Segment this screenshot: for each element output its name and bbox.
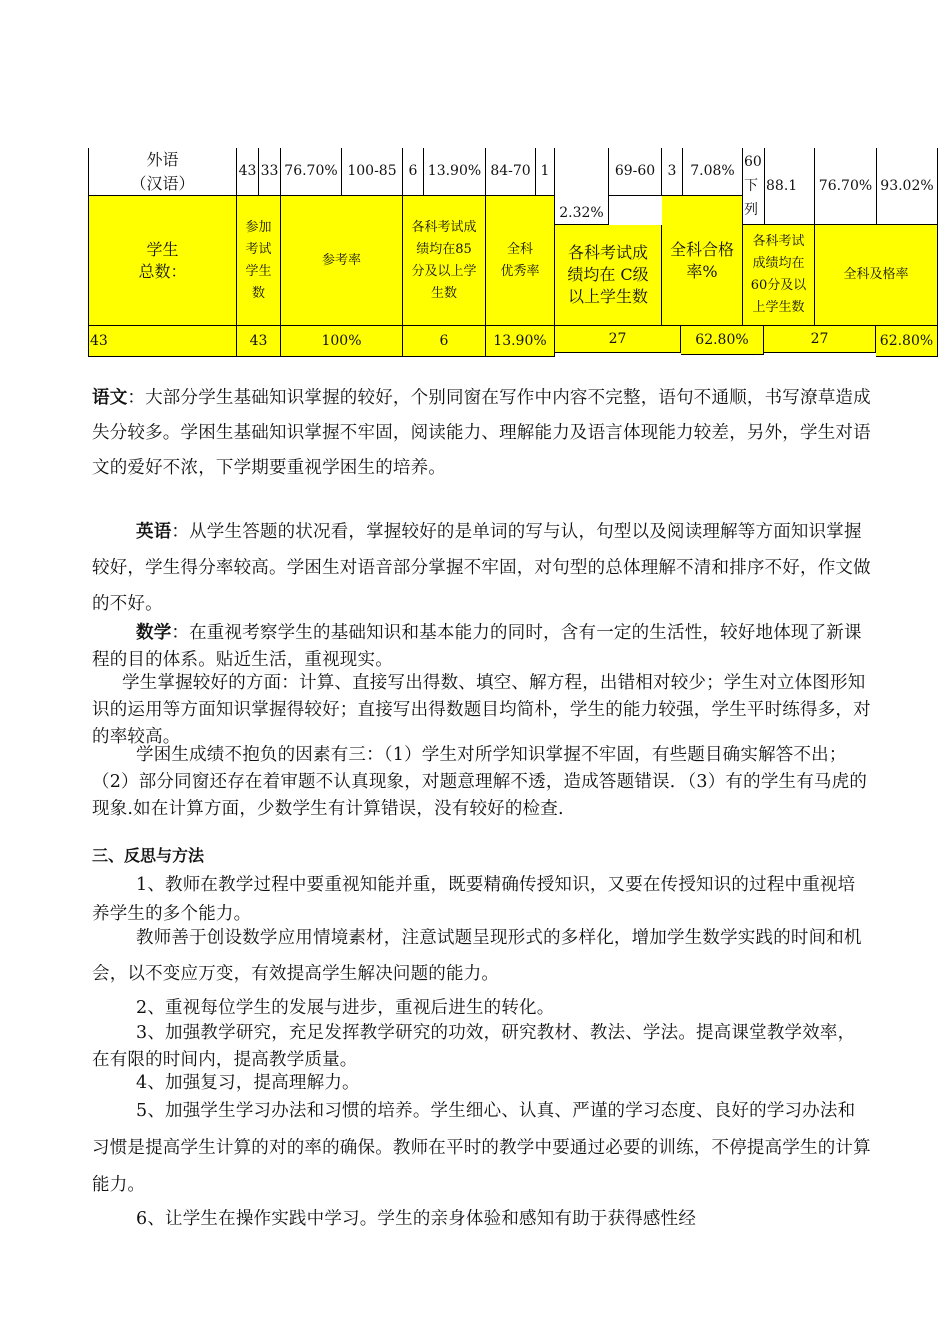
header-85-line-3: 分及以上学 [411,263,477,279]
paragraph-chinese [92,381,872,486]
below-60-line-2: 下 [744,178,758,194]
header-attended-line-4: 数 [251,285,265,301]
section-item-3: 3、加强教学研究，充足发挥教学研究的功效，研究教材、教法、学法。提高课堂教学效率，在有限的时间内，提高教学质量。 [92,1023,856,1070]
header-attended-line-2: 考试 [245,241,272,257]
text-english: ：从学生答题的状况看，掌握较好的是单词的写与认，句型以及阅读理解等方面知识掌握较好，学生得分率较高。学困生对语音部分掌握不牢固，对句型的总体理解不清和排序不好，作文做的不好。 [92,522,871,614]
header-c-line-3: 以上学生数 [567,287,648,306]
count-85-cell: 6 [403,148,424,196]
below-60-cell [743,148,765,225]
header-above-c [555,225,662,326]
row3-count-60: 27 [764,326,876,353]
pct-85-cell: 13.90% [424,148,486,196]
paragraph-math-2: 学生掌握较好的方面：计算、直接写出得数、填空、解方程，出错相对较少；学生对立体图形知识的运用等方面知识掌握得较好；直接写出得数题目均简朴，学生的能力较强，学生平时练得多，对的率较高。 [92,673,871,747]
subject-line-1: 外语 [146,149,179,169]
header-excellent-line-1: 全科 [506,241,533,257]
header-excellent-rate [486,196,555,326]
subject-cell [88,148,237,196]
score-cell: 88.1 [765,148,815,225]
header-attended [237,196,281,326]
header-attended-line-3: 学生 [245,263,272,279]
attended-cell: 33 [259,148,281,196]
paragraph-english [92,514,872,622]
header-above-60 [743,225,815,326]
label-english: 英语 [136,522,172,542]
row3-count-c: 27 [555,326,681,353]
section-item-6: 6、让学生在操作实践中学习。学生的亲身体验和感知有助于获得感性经 [136,1209,697,1229]
range-60-cell: 69-60 [609,148,662,196]
header-60-line-2: 成绩均在 [752,256,805,271]
paragraph-math-3: 学困生成绩不抱负的因素有三：（1）学生对所学知识掌握不牢固，有些题目确实解答不出；（2）部分同窗还存在着审题不认真现象，对题意理解不透，造成答题错误．（3）有的学生有马虎的现象.如在计算方面，少数学生有计算错误，没有较好的检查. [92,745,868,819]
header-total-line-2: 总数： [138,261,187,281]
header-pass-line-2: 率% [686,261,718,281]
section-item-2: 2、重视每位学生的发展与进步，重视后进生的转化。 [136,998,555,1018]
header-total-line-1: 学生 [146,239,179,259]
pct-5-cell: 93.02% [877,148,938,225]
header-60-line-3: 60分及以 [750,278,807,293]
header-excellent-line-2: 优秀率 [500,263,540,279]
total-cell: 43 [237,148,259,196]
row3-all-pass: 62.80% [876,326,938,357]
row3-rate: 100% [281,326,403,357]
label-math: 数学 [136,623,172,643]
range-85-cell: 100-85 [342,148,403,196]
header-85-line-2: 绩均在85 [416,241,472,257]
header-60-line-4: 上学生数 [752,300,805,315]
section-item-4: 4、加强复习，提高理解力。 [136,1073,360,1093]
text-math: ：在重视考察学生的基础知识和基本能力的同时，含有一定的生活性，较好地体现了新课程的目的体系。贴近生活，重视现实。 [92,623,862,670]
pct-4-cell: 76.70% [815,148,877,225]
section-item-5: 5、加强学生学习办法和习惯的培养。学生细心、认真、严谨的学习态度、良好的学习办法和习惯是提高学生计算的对的率的确保。教师在平时的教学中要通过必要的训练，不停提高学生的计算能力。 [92,1101,871,1195]
paragraph-math [92,620,872,674]
row3-excellent: 13.90% [486,326,555,357]
header-above-85 [403,196,486,326]
pct-60-cell: 7.08% [683,148,743,196]
header-c-line-1: 各科考试成 [567,243,648,262]
row3-pass: 62.80% [681,326,764,355]
header-c-line-2: 绩均在 C级 [567,265,649,284]
header-attended-line-1: 参加 [245,219,272,235]
count-70-cell: 1 [536,148,555,196]
header-pass-rate [662,196,743,326]
header-85-line-1: 各科考试成 [411,219,477,235]
header-all-pass-rate: 全科及格率 [815,225,938,326]
row3-count-85: 6 [403,326,486,357]
text-chinese: ：大部分学生基础知识掌握的较好，个别同窗在写作中内容不完整，语句不通顺，书写潦草造成失分较多。学困生基础知识掌握不牢固，阅读能力、理解能力及语言体现能力较差，另外，学生对语文的爱好不浓，下学期要重视学困生的培养。 [92,388,871,478]
section-title: 三、反思与方法 [92,846,205,865]
pct-70-cell: 2.32% [555,148,609,225]
row3-attended: 43 [237,326,281,357]
header-60-line-1: 各科考试 [752,234,805,249]
row3-total: 43 [88,326,237,357]
below-60-line-3: 列 [744,202,758,218]
below-60-line-1: 60 [744,154,762,170]
rate-cell: 76.70% [281,148,342,196]
subject-line-2: （汉语） [130,173,195,193]
header-total-students [88,196,237,326]
score-table [88,148,938,357]
count-60-cell: 3 [662,148,683,196]
label-chinese: 语文 [92,388,128,408]
section-item-1b: 教师善于创设数学应用情境素材，注意试题呈现形式的多样化，增加学生数学实践的时间和机会，以不变应万变，有效提高学生解决问题的能力。 [92,928,862,984]
header-rate: 参考率 [281,196,403,326]
header-85-line-4: 生数 [430,285,457,301]
header-pass-line-1: 全科合格 [669,239,734,259]
section-item-1: 1、教师在教学过程中要重视知能并重，既要精确传授知识，又要在传授知识的过程中重视培养学生的多个能力。 [92,875,856,924]
range-70-cell: 84-70 [486,148,536,196]
